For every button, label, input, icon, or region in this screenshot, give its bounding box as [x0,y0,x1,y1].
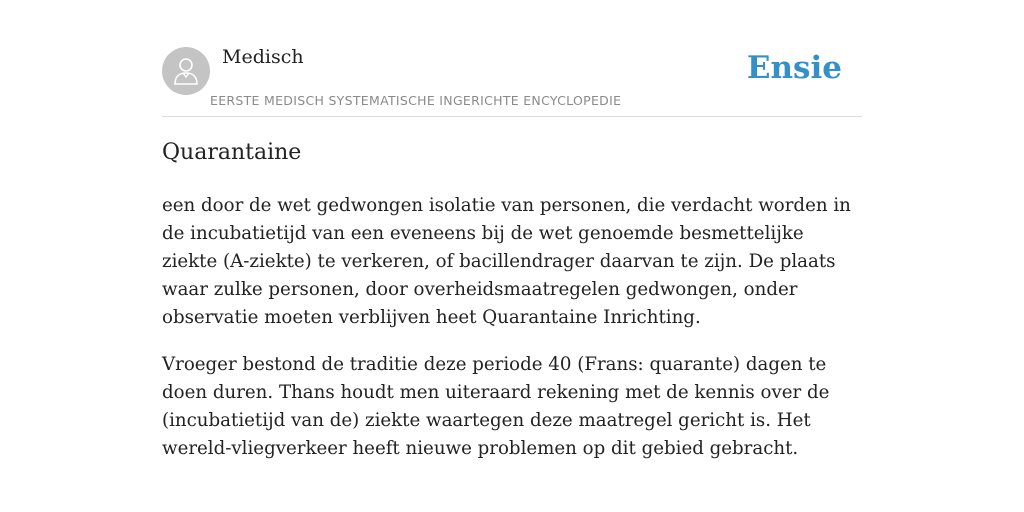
paragraph: een door de wet gedwongen isolatie van personen, die verdacht worden in de incubatietijd van een eveneens bij de wet genoemde besmettelijke ziekte (A-ziekte) te verkeren, of bacillendrager daarvan te zijn. De plaats waar zulke personen, door overheidsmaatregelen gedwongen, onder observatie moeten verblijven heet Quarantaine Inrichting. [162,195,851,328]
avatar[interactable] [162,47,210,95]
page-container [162,0,862,459]
article-content [162,192,862,482]
source-name[interactable]: Medisch [222,46,304,68]
page-title: Quarantaine [162,140,302,165]
source-description: EERSTE MEDISCH SYSTEMATISCHE INGERICHTE ENCYCLOPEDIE [210,93,622,108]
user-silhouette-icon [173,56,199,86]
brand-logo[interactable]: Ensie [746,50,842,86]
paragraph: Vroeger bestond de traditie deze periode 40 (Frans: quarante) dagen te doen duren. Thans houdt men uiteraard rekening met de kennis over de (incubatietijd van de) ziekte waartegen deze maatregel gericht is. Het wereld-vliegverkeer heeft nieuwe problemen op dit gebied gebracht. [162,354,830,459]
header [162,0,862,117]
